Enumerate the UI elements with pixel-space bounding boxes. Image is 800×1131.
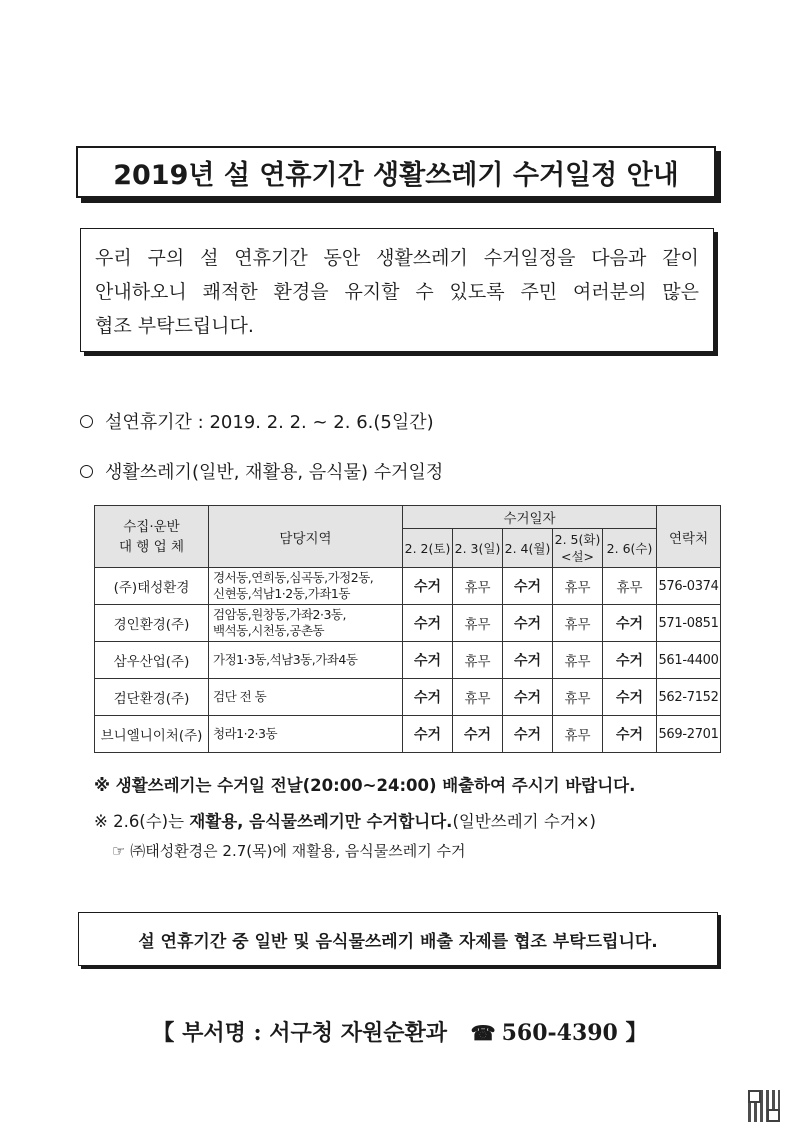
phone-icon: ☎ — [470, 1021, 496, 1045]
intro-word: 유지할 — [344, 281, 400, 303]
day-status-cell: 수거 — [503, 679, 553, 716]
day-status-cell: 수거 — [503, 642, 553, 679]
day-status-cell: 휴무 — [553, 642, 603, 679]
header-date-4: 2. 5(화) <설> — [553, 529, 603, 568]
header-date-3: 2. 4(월) — [503, 529, 553, 568]
day-status-cell: 수거 — [403, 568, 453, 605]
header-dates-group: 수거일자 — [403, 506, 657, 529]
intro-word: 설 — [200, 247, 219, 269]
intro-line-1 — [95, 241, 699, 275]
appeal-box — [78, 912, 718, 966]
area-cell: 가정1·3동,석남3동,가좌4동 — [209, 642, 403, 679]
intro-word: 동안 — [323, 247, 361, 269]
qr-code-icon — [748, 1090, 780, 1122]
intro-word: 다음과 — [591, 247, 647, 269]
circle-bullet-icon — [80, 415, 93, 428]
schedule-text: 생활쓰레기(일반, 재활용, 음식물) 수거일정 — [105, 462, 444, 483]
company-cell: 삼우산업(주) — [95, 642, 209, 679]
day-status-cell: 휴무 — [603, 568, 657, 605]
title-box — [76, 146, 716, 198]
area-cell: 청라1·2·3동 — [209, 716, 403, 753]
area-cell: 검단 전 동 — [209, 679, 403, 716]
header-date-1: 2. 2(토) — [403, 529, 453, 568]
intro-word: 생활쓰레기 — [376, 247, 468, 269]
day-status-cell: 수거 — [503, 605, 553, 642]
intro-word: 쾌적한 — [202, 281, 258, 303]
phone-cell: 571-0851 — [657, 605, 721, 642]
company-cell: (주)태성환경 — [95, 568, 209, 605]
notice-title: 2019년 설 연휴기간 생활쓰레기 수거일정 안내 — [113, 159, 679, 191]
note-disposal-time: ※ 생활쓰레기는 수거일 전날(20:00~24:00) 배출하여 주시기 바랍니다. — [94, 776, 636, 795]
day-status-cell: 수거 — [403, 642, 453, 679]
day-status-cell: 수거 — [603, 605, 657, 642]
phone-cell: 576-0374 — [657, 568, 721, 605]
intro-word: 안내하오니 — [95, 281, 187, 303]
day-status-cell: 수거 — [603, 716, 657, 753]
phone-cell: 562-7152 — [657, 679, 721, 716]
day-status-cell: 수거 — [403, 605, 453, 642]
day-status-cell: 휴무 — [553, 716, 603, 753]
table-row — [95, 568, 721, 605]
phone-cell: 569-2701 — [657, 716, 721, 753]
day-status-cell: 휴무 — [553, 679, 603, 716]
header-company: 수집·운반 대 행 업 체 — [95, 506, 209, 568]
intro-word: 많은 — [662, 281, 699, 303]
circle-bullet-icon — [80, 465, 93, 478]
intro-word: 우리 — [95, 247, 132, 269]
day-status-cell: 수거 — [603, 679, 657, 716]
day-status-cell: 휴무 — [453, 642, 503, 679]
intro-word: 여러분의 — [573, 281, 647, 303]
day-status-cell: 휴무 — [453, 679, 503, 716]
intro-word: 연휴기간 — [234, 247, 308, 269]
collection-schedule-table — [94, 505, 721, 753]
day-status-cell: 수거 — [403, 716, 453, 753]
intro-word: 있도록 — [449, 281, 505, 303]
intro-word: 환경을 — [273, 281, 329, 303]
note-taesung: ☞ ㈜태성환경은 2.7(목)에 재활용, 음식물쓰레기 수거 — [112, 842, 466, 860]
phone-cell: 561-4400 — [657, 642, 721, 679]
intro-text: 협조 부탁드립니다. — [95, 315, 254, 337]
day-status-cell: 수거 — [503, 716, 553, 753]
day-status-cell: 휴무 — [553, 605, 603, 642]
intro-word: 같이 — [662, 247, 699, 269]
table-row — [95, 642, 721, 679]
intro-line-2 — [95, 275, 699, 309]
day-status-cell: 휴무 — [453, 605, 503, 642]
header-date-2: 2. 3(일) — [453, 529, 503, 568]
company-cell: 검단환경(주) — [95, 679, 209, 716]
schedule-bullet — [80, 458, 443, 484]
table-row — [95, 605, 721, 642]
department-footer: 【 부서명 : 서구청 자원순환과 ☎ 560-4390 】 — [152, 1020, 648, 1046]
intro-word: 수거일정을 — [483, 247, 576, 269]
intro-word: 구의 — [147, 247, 185, 269]
company-cell: 경인환경(주) — [95, 605, 209, 642]
company-cell: 브니엘니이처(주) — [95, 716, 209, 753]
intro-word: 수 — [415, 281, 434, 303]
header-area: 담당지역 — [209, 506, 403, 568]
area-cell: 경서동,연희동,심곡동,가정2동, 신현동,석남1·2동,가좌1동 — [209, 568, 403, 605]
day-status-cell: 휴무 — [553, 568, 603, 605]
intro-word: 주민 — [520, 281, 558, 303]
day-status-cell: 휴무 — [453, 568, 503, 605]
area-cell: 검암동,원창동,가좌2·3동, 백석동,시천동,공촌동 — [209, 605, 403, 642]
department-label: 부서명 : 서구청 자원순환과 — [182, 1020, 447, 1046]
header-date-5: 2. 6(수) — [603, 529, 657, 568]
appeal-text: 설 연휴기간 중 일반 및 음식물쓰레기 배출 자제를 협조 부탁드립니다. — [138, 931, 658, 952]
intro-line-3 — [95, 309, 699, 343]
note-feb6: ※ 2.6(수)는 재활용, 음식물쓰레기만 수거합니다.(일반쓰레기 수거×) — [94, 812, 596, 831]
intro-box — [80, 228, 714, 352]
period-text: 설연휴기간 : 2019. 2. 2. ~ 2. 6.(5일간) — [105, 412, 434, 433]
header-contact: 연락처 — [657, 506, 721, 568]
day-status-cell: 수거 — [453, 716, 503, 753]
day-status-cell: 수거 — [503, 568, 553, 605]
day-status-cell: 수거 — [403, 679, 453, 716]
period-bullet — [80, 408, 434, 434]
department-phone: 560-4390 — [501, 1020, 618, 1046]
table-row — [95, 679, 721, 716]
day-status-cell: 수거 — [603, 642, 657, 679]
table-row — [95, 716, 721, 753]
